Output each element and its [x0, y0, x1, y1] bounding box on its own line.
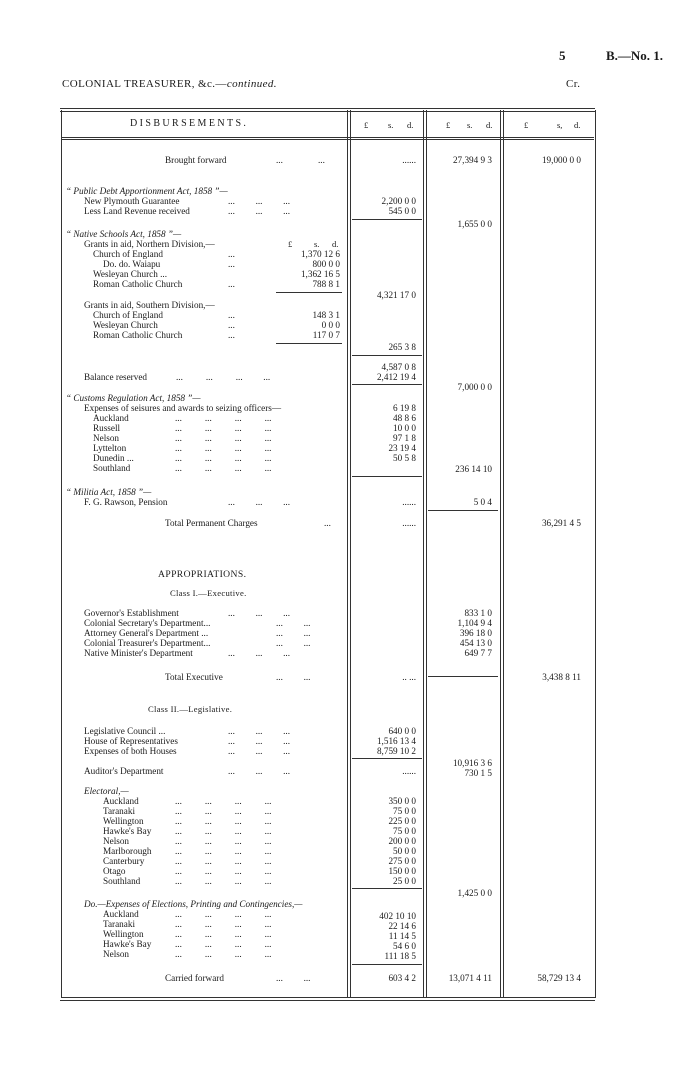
- total-executive-col1: .. ...: [402, 672, 416, 682]
- list-item-value: 75 0 0: [393, 826, 416, 836]
- leader-dots: ... ... ... ...: [175, 876, 272, 886]
- northern-division-label: Grants in aid, Northern Division,—: [84, 239, 215, 249]
- balance-reserved-label: Balance reserved: [84, 372, 147, 382]
- total-permanent-col3: 36,291 4 5: [541, 518, 581, 528]
- col1-pound: £: [364, 120, 369, 130]
- leader-dots: ...: [228, 259, 235, 269]
- running-title: COLONIAL TREASURER, &c.—continued.: [62, 78, 277, 90]
- list-item: Taranaki: [103, 806, 136, 816]
- leader-dots: ... ...: [276, 672, 311, 682]
- leader-dots: ...: [228, 279, 235, 289]
- electoral-total: 1,425 0 0: [457, 888, 492, 898]
- leader-dots: ... ... ... ...: [175, 796, 272, 806]
- native-schools-sum: 4,587 0 8: [381, 362, 416, 372]
- list-item: Hawke's Bay: [103, 939, 152, 949]
- leader-dots: ... ... ...: [228, 206, 291, 216]
- leader-dots: ... ... ... ...: [175, 939, 272, 949]
- leader-dots: ...: [228, 330, 235, 340]
- list-item-value: 1,370 12 6: [300, 249, 340, 259]
- list-item: Wesleyan Church: [93, 320, 158, 330]
- leader-dots: ...: [228, 310, 235, 320]
- col2-pence: d.: [486, 120, 493, 130]
- leader-dots: ... ...: [276, 638, 311, 648]
- pension-col1: ......: [402, 497, 416, 507]
- list-item: Wellington: [103, 929, 144, 939]
- list-item-value: 649 7 7: [464, 648, 492, 658]
- class1-heading: Class I.—Executive.: [170, 588, 247, 598]
- leader-dots: ... ... ... ...: [175, 806, 272, 816]
- southern-total: 265 3 8: [388, 342, 416, 352]
- native-schools-heading: “ Native Schools Act, 1858 ”—: [66, 229, 182, 239]
- list-item: Native Minister's Department: [84, 648, 193, 658]
- new-plymouth-value: 2,200 0 0: [381, 196, 416, 206]
- list-item-value: 117 0 7: [312, 330, 340, 340]
- list-item-value: 788 8 1: [312, 279, 340, 289]
- list-item: Marlborough: [103, 846, 152, 856]
- list-item: Colonial Secretary's Department...: [84, 618, 211, 628]
- southern-division-label: Grants in aid, Southern Division,—: [84, 300, 215, 310]
- less-land-label: Less Land Revenue received: [84, 206, 190, 216]
- less-land-value: 545 0 0: [388, 206, 416, 216]
- new-plymouth-label: New Plymouth Guarantee: [84, 196, 180, 206]
- leader-dots: ... ... ...: [228, 196, 291, 206]
- col1-shilling: s.: [388, 120, 394, 130]
- pension-label: F. G. Rawson, Pension: [84, 497, 168, 507]
- list-item-value: 640 0 0: [388, 726, 416, 736]
- balance-reserved-value: 2,412 19 4: [376, 372, 416, 382]
- public-debt-heading: “ Public Debt Apportionment Act, 1858 ”—: [66, 186, 228, 196]
- list-item: Otago: [103, 866, 126, 876]
- leader-dots: ...: [228, 320, 235, 330]
- list-item-value: 350 0 0: [388, 796, 416, 806]
- list-item: Auckland: [93, 413, 129, 423]
- leader-dots: ... ... ... ...: [175, 413, 272, 423]
- list-item: Legislative Council ...: [84, 726, 166, 736]
- leader-dots: ... ... ... ...: [175, 463, 272, 473]
- list-item-value: 50 5 8: [393, 453, 416, 463]
- list-item: Roman Catholic Church: [93, 279, 183, 289]
- auditor-col1: ......: [402, 766, 416, 776]
- electoral-heading: Electoral,—: [84, 786, 129, 796]
- leader-dots: ... ... ... ...: [175, 423, 272, 433]
- brought-forward-label: Brought forward: [165, 155, 227, 165]
- col2-shilling: s.: [467, 120, 473, 130]
- leader-dots: ... ... ... ...: [175, 856, 272, 866]
- list-item-value: 800 0 0: [312, 259, 340, 269]
- customs-expenses-label: Expenses of seisures and awards to seizing officers—: [84, 403, 282, 413]
- list-item: Do. do. Waiapu: [103, 259, 161, 269]
- list-item-value: 402 10 10: [379, 911, 416, 921]
- col2-pound: £: [446, 120, 451, 130]
- list-item-value: 275 0 0: [388, 856, 416, 866]
- list-item: Hawke's Bay: [103, 826, 152, 836]
- list-item: Taranaki: [103, 919, 136, 929]
- auditor-label: Auditor's Department: [84, 766, 164, 776]
- disbursements-heading: DISBURSEMENTS.: [130, 118, 249, 129]
- leader-dots: ...: [318, 155, 325, 165]
- leader-dots: ... ... ...: [228, 766, 291, 776]
- list-item-value: 11 14 5: [388, 931, 416, 941]
- leader-dots: ... ...: [276, 618, 311, 628]
- total-executive-col3: 3,438 8 11: [542, 672, 581, 682]
- leader-dots: ... ... ...: [228, 746, 291, 756]
- list-item: Wellington: [103, 816, 144, 826]
- list-item: House of Representatives: [84, 736, 178, 746]
- list-item: Nelson: [93, 433, 120, 443]
- leader-dots: ... ... ...: [228, 726, 291, 736]
- list-item: Church of England: [93, 310, 163, 320]
- list-item-value: 225 0 0: [388, 816, 416, 826]
- carried-forward-label: Carried forward: [165, 973, 224, 983]
- leader-dots: ... ... ... ...: [175, 909, 272, 919]
- list-item-value: 54 6 0: [393, 941, 416, 951]
- total-executive-label: Total Executive: [165, 672, 223, 682]
- sub-pound: £: [288, 239, 293, 249]
- customs-total: 236 14 10: [455, 464, 492, 474]
- auditor-value: 730 1 5: [464, 768, 492, 778]
- leader-dots: ... ... ... ...: [175, 443, 272, 453]
- list-item-value: 454 13 0: [459, 638, 492, 648]
- leader-dots: ... ... ... ...: [175, 949, 272, 959]
- list-item: Wesleyan Church ...: [93, 269, 168, 279]
- list-item: Southland: [93, 463, 131, 473]
- list-item: Auckland: [103, 909, 139, 919]
- total-permanent-col1: ......: [402, 518, 416, 528]
- col3-shilling: s,: [557, 120, 563, 130]
- leader-dots: ... ... ... ...: [175, 826, 272, 836]
- list-item: Russell: [93, 423, 121, 433]
- list-item-value: 22 14 6: [388, 921, 416, 931]
- leader-dots: ... ... ... ...: [175, 929, 272, 939]
- list-item-value: 200 0 0: [388, 836, 416, 846]
- leader-dots: ... ... ... ...: [176, 372, 271, 382]
- brought-forward-col2: 27,394 9 3: [452, 155, 492, 165]
- leader-dots: ... ... ...: [228, 608, 291, 618]
- legislative-total: 10,916 3 6: [452, 758, 492, 768]
- brought-forward-col3: 19,000 0 0: [541, 155, 581, 165]
- leader-dots: ... ... ... ...: [175, 816, 272, 826]
- list-item: Nelson: [103, 949, 130, 959]
- leader-dots: ...: [228, 249, 235, 259]
- list-item: Roman Catholic Church: [93, 330, 183, 340]
- list-item-value: 10 0 0: [393, 423, 416, 433]
- leader-dots: ... ... ... ...: [175, 836, 272, 846]
- list-item: Nelson: [103, 836, 130, 846]
- sub-shilling: s.: [314, 239, 320, 249]
- leader-dots: ... ...: [276, 628, 311, 638]
- list-item-value: 150 0 0: [388, 866, 416, 876]
- leader-dots: ... ... ... ...: [175, 866, 272, 876]
- public-debt-total: 1,655 0 0: [457, 219, 492, 229]
- list-item-value: 1,104 9 4: [457, 618, 492, 628]
- leader-dots: ... ... ... ...: [175, 453, 272, 463]
- leader-dots: ... ... ... ...: [175, 433, 272, 443]
- list-item: Southland: [103, 876, 141, 886]
- list-item: Dunedin ...: [93, 453, 134, 463]
- list-item-value: 833 1 0: [464, 608, 492, 618]
- northern-total: 4,321 17 0: [376, 290, 416, 300]
- col3-pound: £: [524, 120, 529, 130]
- leader-dots: ... ... ...: [228, 497, 291, 507]
- brought-forward-col1: ......: [402, 155, 416, 165]
- list-item-value: 48 8 6: [393, 413, 416, 423]
- list-item: Governor's Establishment: [84, 608, 179, 618]
- list-item: Attorney General's Department ...: [84, 628, 209, 638]
- list-item-value: 8,759 10 2: [376, 746, 416, 756]
- list-item-value: 23 19 4: [388, 443, 416, 453]
- list-item-value: 75 0 0: [393, 806, 416, 816]
- list-item-value: 25 0 0: [393, 876, 416, 886]
- leader-dots: ... ... ... ...: [175, 919, 272, 929]
- list-item-value: 1,362 16 5: [300, 269, 340, 279]
- list-item-value: 396 18 0: [459, 628, 492, 638]
- appropriations-heading: APPROPRIATIONS.: [158, 569, 247, 580]
- list-item-value: 6 19 8: [393, 403, 416, 413]
- leader-dots: ... ... ...: [228, 648, 291, 658]
- list-item: Colonial Treasurer's Department...: [84, 638, 211, 648]
- list-item-value: 97 1 8: [393, 433, 416, 443]
- carried-forward-col1: 603 4 2: [388, 973, 416, 983]
- leader-dots: ... ... ...: [228, 736, 291, 746]
- leader-dots: ... ... ... ...: [175, 846, 272, 856]
- page-number: 5: [559, 48, 566, 63]
- pension-col2: 5 0 4: [473, 497, 492, 507]
- credit-side-label: Cr.: [566, 78, 581, 90]
- carried-forward-col3: 58,729 13 4: [537, 973, 581, 983]
- list-item-value: 148 3 1: [312, 310, 340, 320]
- total-permanent-label: Total Permanent Charges: [165, 518, 258, 528]
- list-item-value: 50 0 0: [393, 846, 416, 856]
- leader-dots: ... ...: [276, 973, 311, 983]
- col1-pence: d.: [407, 120, 414, 130]
- elections-heading: Do.—Expenses of Elections, Printing and Contingencies,—: [84, 899, 303, 909]
- list-item-value: 0 0 0: [321, 320, 340, 330]
- leader-dots: ...: [276, 155, 283, 165]
- leader-dots: ...: [324, 518, 331, 528]
- list-item-value: 1,516 13 4: [376, 736, 416, 746]
- list-item-value: 111 18 5: [384, 951, 416, 961]
- class2-heading: Class II.—Legislative.: [148, 704, 233, 714]
- customs-heading: “ Customs Regulation Act, 1858 ”—: [66, 393, 201, 403]
- list-item: Lyttelton: [93, 443, 127, 453]
- militia-heading: “ Militia Act, 1858 ”—: [66, 487, 152, 497]
- list-item: Church of England: [93, 249, 163, 259]
- list-item: Auckland: [103, 796, 139, 806]
- document-reference: B.—No. 1.: [606, 48, 664, 63]
- list-item: Expenses of both Houses: [84, 746, 177, 756]
- sub-pence: d.: [332, 239, 339, 249]
- native-schools-total: 7,000 0 0: [457, 382, 492, 392]
- col3-pence: d.: [574, 120, 581, 130]
- carried-forward-col2: 13,071 4 11: [448, 973, 492, 983]
- list-item: Canterbury: [103, 856, 145, 866]
